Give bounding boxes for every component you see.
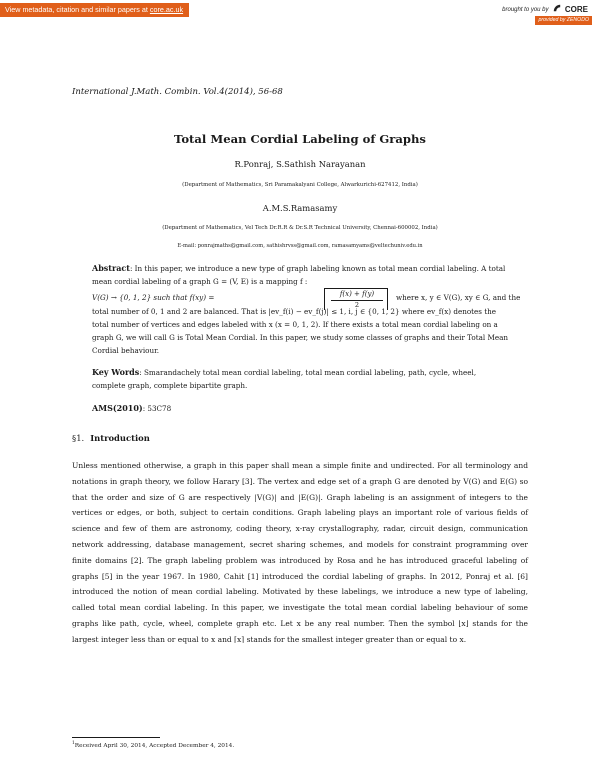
- email-line: E-mail: ponrajmaths@gmail.com, sathishrvss@gmail.com, ramasamyams@veltechuniv.edu.in: [177, 243, 423, 249]
- author-3: A.M.S.Ramasamy: [262, 203, 338, 213]
- keywords-text: : Smarandachely total mean cordial labeling, total mean cordial labeling, path, cycle, wheel, complete graph, complete bipartite graph.: [92, 368, 477, 391]
- abstract-part-2: total number of 0, 1 and 2 are balanced. That is |ev_f(i) − ev_f(j)| ≤ 1, i, j ∈ {0, 1, 2} where ev_f(x) denotes the total number of vertices and edges labeled with x (x = 0, 1, 2). If there exists a total mean cordial labeling on a graph G, we will call G is Total Mean Cordial. In this paper, we study some classes of graphs and their Total Mean Cordial behaviour.: [92, 307, 509, 356]
- footnote-rule: [72, 737, 160, 738]
- core-link-site: core.ac.uk: [149, 5, 184, 14]
- paper-title: Total Mean Cordial Labeling of Graphs: [174, 132, 426, 146]
- brought-by-label: brought to you by: [502, 7, 549, 13]
- core-logo-icon: [553, 4, 561, 12]
- core-brand[interactable]: [502, 4, 588, 14]
- footnote: [72, 741, 234, 749]
- abstract-heading: Abstract: [92, 263, 130, 273]
- authors: R.Ponraj, S.Sathish Narayanan: [234, 159, 366, 169]
- introduction-paragraph: Unless mentioned otherwise, a graph in this paper shall mean a simple finite and undirected. For all terminology and notations in graph theory, we follow Harary [3]. The vertex and edge set of a graph G are denoted by V(G) and E(G) so that the order and size of G are respectively |V(G)| and |E(G)|. Graph labeling is an assignment of integers to the vertices or edges, or both, subject to certain conditions. Graph labeling plays an important role of various fields of science and few of them are astronomy, coding theory, x-ray crystallography, radar, circuit design, communication network addressing, database management, secret sharing schemes, and models for constraint programming over finite domains [2]. The graph labeling problem was introduced by Rosa and he has introduced graceful labeling of graphs [5] in the year 1967. In 1980, Cahit [1] introduced the cordial labeling of graphs. In 2012, Ponraj et al. [6] introduced the notion of mean cordial labeling. Motivated by these labelings, we introduce a new type of labeling, called total mean cordial labeling. In this paper, we investigate the total mean cordial labeling behaviour of some graphs like path, cycle, wheel, complete graph etc. Let x be any real number. Then the symbol ⌊x⌋ stands for the largest integer less than or equal to x and ⌈x⌉ stands for the smallest integer greater than or equal to x.: [72, 461, 528, 644]
- ams-classification: [92, 403, 171, 413]
- section-title: Introduction: [90, 433, 150, 443]
- section-number: §1.: [72, 433, 85, 443]
- fraction-denominator: 2: [354, 301, 360, 309]
- keywords: [92, 366, 510, 392]
- fraction-numerator: f(x) + f(y): [339, 290, 375, 298]
- abstract-text-1: : In this paper, we introduce a new type of graph labeling known as total mean cordial labeling. A total mean cordial labeling of a graph G = (V, E) is a mapping f :: [92, 264, 506, 287]
- affiliation-1: (Department of Mathematics, Sri Paramakalyani College, Alwarkurichi-627412, India): [182, 182, 418, 188]
- ams-text: : 53C78: [142, 404, 172, 413]
- journal-line: International J.Math. Combin. Vol.4(2014), 56-68: [72, 87, 283, 97]
- affiliation-2: (Department of Mathematics, Vel Tech Dr.R.R & Dr.S.R Technical University, Chennai-600002, India): [162, 225, 438, 231]
- core-banner: [0, 0, 600, 24]
- footnote-mark: 1: [72, 741, 75, 746]
- footnote-text: Received April 30, 2014, Accepted December 4, 2014.: [74, 742, 235, 749]
- section-heading: [72, 433, 150, 443]
- core-link-prefix: View metadata, citation and similar papers at: [5, 5, 148, 14]
- provided-by-badge[interactable]: provided by ZENODO: [535, 16, 592, 25]
- ams-heading: AMS(2010): [92, 403, 143, 413]
- core-brand-name: CORE: [564, 5, 588, 14]
- core-metadata-link[interactable]: [0, 3, 189, 17]
- abstract-part-1: [92, 262, 510, 288]
- keywords-heading: Key Words: [92, 367, 140, 377]
- formula-lhs: V(G) → {0, 1, 2} such that f(xy) =: [92, 293, 215, 302]
- formula-rhs: where x, y ∈ V(G), xy ∈ G, and the: [396, 293, 521, 302]
